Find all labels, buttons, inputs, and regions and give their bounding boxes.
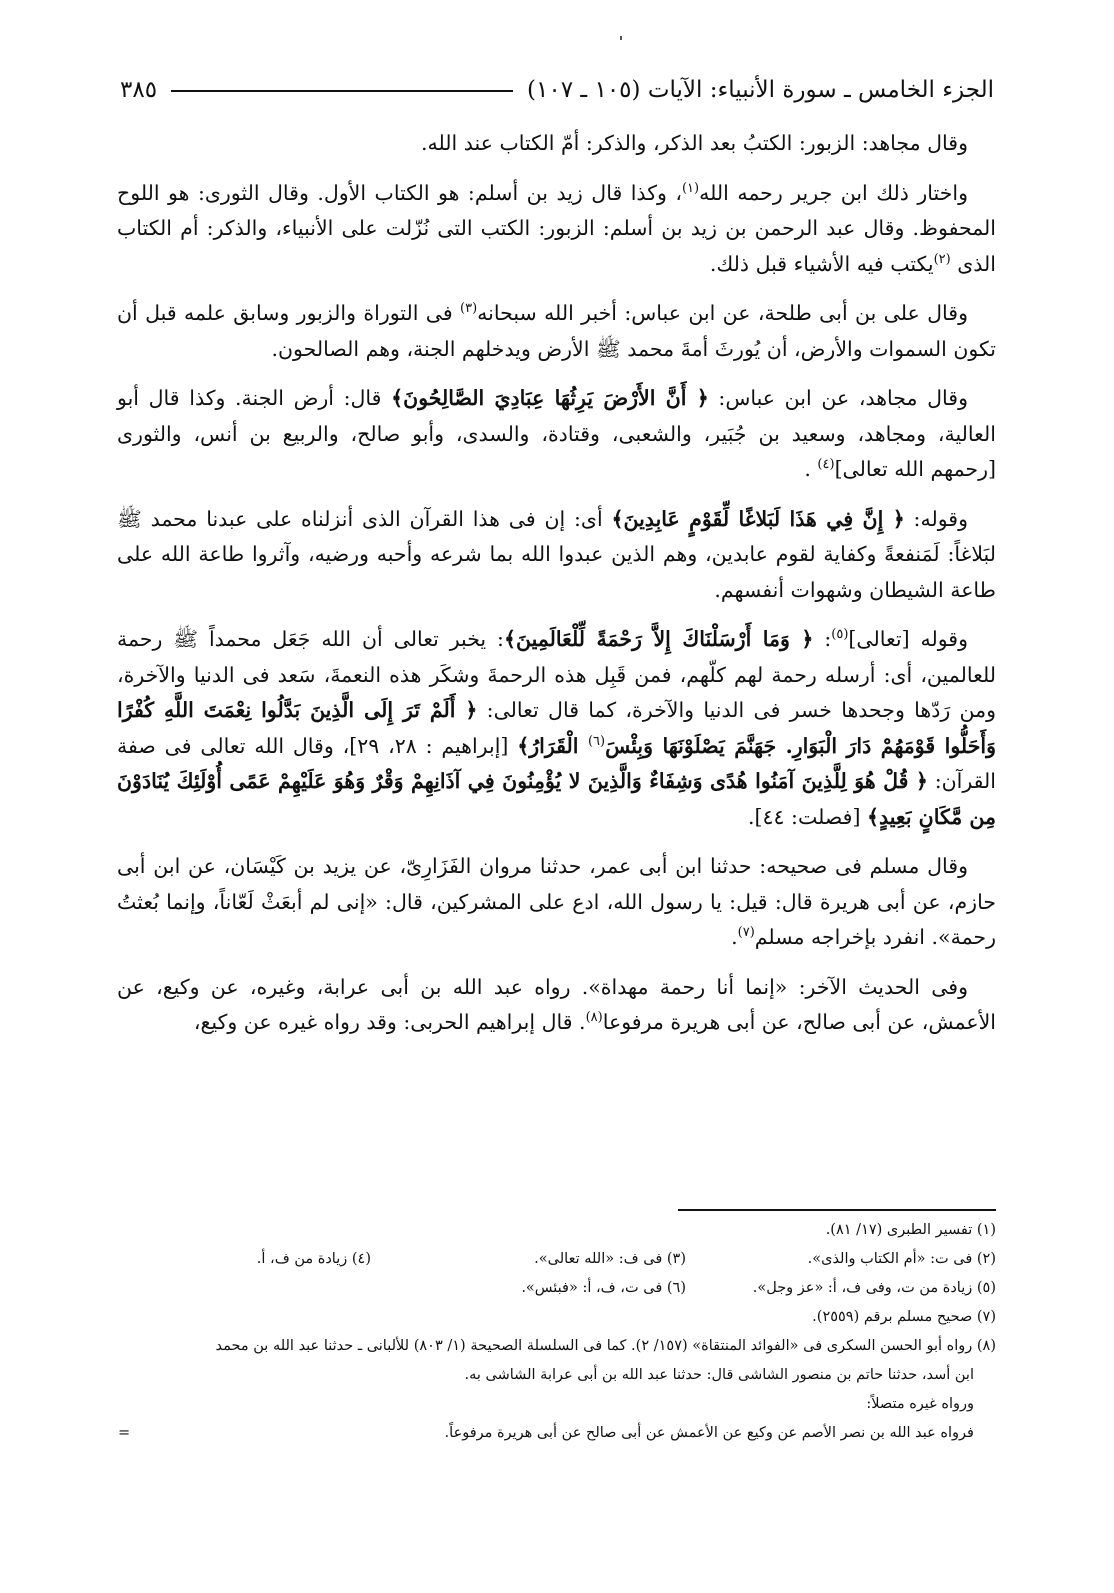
footnote-5: (٥) زيادة من ت، وفى ف، أ: «عز وجل». (752, 1280, 996, 1296)
header-rule (171, 90, 513, 92)
footnote-8-final-row (118, 1419, 996, 1448)
footnote-4: (٤) زيادة من ف، أ. (256, 1251, 371, 1267)
page-number: ٣٨٥ (120, 77, 158, 103)
text-run: قال: أرض الجنة. وكذا قال أبو العالية، ومجاهد، وسعيد بن جُبَير، والشعبى، وقتادة، والسدى، وأبو صالح، والربيع بن أنس، والثورى [رحمهم الله تعالى] (117, 386, 996, 481)
paragraph (117, 502, 996, 609)
text-run: . (731, 925, 738, 949)
paragraph (117, 622, 996, 835)
paragraph (117, 849, 996, 956)
main-text (117, 126, 996, 1055)
footnote-row-2-4 (118, 1245, 996, 1274)
running-header (120, 70, 994, 110)
footnote-separator (678, 1209, 996, 1211)
footnote-7: (٧) صحيح مسلم برقم (٢٥٥٩). (812, 1309, 996, 1325)
quran-verse: الْقَرَارُ﴾ (517, 733, 588, 758)
footnote-1: (١) تفسير الطبرى (١٧/ ٨١). (825, 1222, 996, 1238)
quran-verse: ﴿ إِنَّ فِي هَذَا لَبَلاغًا لِّقَوْمٍ عَابِدِينَ﴾ (611, 506, 905, 531)
paragraph (117, 296, 996, 367)
footnotes (118, 1216, 996, 1448)
quran-verse: ﴿ قُلْ هُوَ لِلَّذِينَ آمَنُوا هُدًى وَشِفَاءٌ وَالَّذِينَ لا يُؤْمِنُونَ فِي آذَانِهِمْ وَقْرٌ وَهُوَ عَلَيْهِمْ عَمًى أُوْلَئِكَ يُنَادَوْنَ مِن مَّكَانٍ بَعِيدٍ﴾ (117, 769, 996, 829)
footnote-ref: (٢) (933, 251, 951, 267)
scan-mark (620, 36, 622, 40)
paragraph (117, 126, 996, 162)
footnote-ref: (٨) (585, 1010, 603, 1026)
footnote-ref: (١) (681, 180, 700, 196)
text-run: : يخبر تعالى أن الله جَعَل محمداً ﷺ رحمة للعالمين، أى: أرسله رحمة لهم كلّهم، فمن قَبِل هذه الرحمةَ وشكَر هذه النعمةَ، سَعد فى الدنيا والآخرة، ومن رَدّها وجحدها خسر فى الدنيا والآخرة، كما قال تعالى: (117, 627, 997, 722)
footnote-2: (٢) فى ت: «أم الكتاب والذى». (807, 1251, 996, 1267)
text-run: وقال مسلم فى صحيحه: حدثنا ابن أبى عمر، حدثنا مروان الفَزَارِىّ، عن يزيد بن كَيْسَان، عن ابن أبى حازم، عن أبى هريرة قال: قيل: يا رسول الله، ادع على المشركين، قال: «إنى لم أبعَثْ لَعّاناً، وإنما بُعثتُ رحمة». انفرد بإخراجه مسلم (117, 854, 996, 949)
text-run: أى: إن فى هذا القرآن الذى أنزلناه على عبدنا محمد ﷺ لبَلاغاً: لَمَنفعةً وكفاية لقوم عابدين، وهم الذين عبدوا الله بما شرعه وأحبه ورضيه، وآثروا طاعة الله على طاعة الشيطان وشهوات أنفسهم. (117, 506, 996, 602)
footnote-3: (٣) فى ف: «الله تعالى». (534, 1251, 686, 1267)
footnote-ref: (٧) (737, 925, 755, 941)
text-run: [إبراهيم : ٢٨، ٢٩]، وقال الله تعالى فى صفة القرآن: (117, 733, 996, 793)
text-run: : (813, 627, 832, 651)
text-run: ، وكذا قال زيد بن أسلم: هو الكتاب الأول. وقال الثورى: هو اللوح المحفوظ. وقال عبد الرحمن بن زيد بن أسلم: الزبور: الكتب التى نُزّلت على الأنبياء، والذكر: أم الكتاب الذى (117, 180, 996, 276)
continuation-mark: = (118, 1425, 131, 1441)
footnote-row-5-6 (118, 1274, 996, 1303)
text-run: وفى الحديث الآخر: «إنما أنا رحمة مهداة». رواه عبد الله بن أبى عرابة، وغيره، عن وكيع، عن الأعمش، عن أبى صالح، عن أبى هريرة مرفوعا (117, 974, 996, 1034)
paragraph (117, 381, 996, 488)
text-run: يكتب فيه الأشياء قبل ذلك. (709, 251, 934, 276)
quran-verse: ﴿ وَمَا أَرْسَلْنَاكَ إِلاَّ رَحْمَةً لِّلْعَالَمِينَ﴾ (503, 627, 814, 651)
footnote-8: (٨) رواه أبو الحسن السكرى فى «الفوائد المنتقاة» (١٥٧/ ٢). كما فى السلسلة الصحيحة (١/ ٨٠٣) للألبانى ـ حدثنا عبد الله بن محمد (215, 1338, 996, 1354)
footnote-ref: (٣) (460, 301, 478, 317)
text-run: واختار ذلك ابن جرير رحمه الله (699, 180, 968, 205)
text-run: وقوله [تعالى] (848, 627, 968, 651)
text-run: وقال مجاهد، عن ابن عباس: (708, 386, 968, 410)
footnote-8-continued: ورواه غيره متصلاً: (866, 1396, 974, 1412)
paragraph (117, 176, 996, 283)
text-run: فى التوراة والزبور وسابق علمه قبل أن تكون السموات والأرض، أن يُورثَ أمةَ محمد ﷺ الأرض ويدخلهم الجنة، وهم الصالحون. (117, 301, 996, 361)
text-run: وقال مجاهد: الزبور: الكتبُ بعد الذكر، والذكر: أمّ الكتاب عند الله. (421, 131, 968, 155)
footnote-ref: (٥) (831, 627, 849, 643)
footnote-8-continued: فرواه عبد الله بن نصر الأصم عن وكيع عن الأعمش عن أبى صالح عن أبى هريرة مرفوعاً. (444, 1425, 974, 1441)
footnote-ref: (٦) (587, 733, 606, 749)
quran-verse: ﴿ أَنَّ الأَرْضَ يَرِثُهَا عِبَادِيَ الصَّالِحُونَ﴾ (391, 386, 709, 410)
text-run: وقوله: (904, 506, 968, 531)
text-run: . (804, 457, 818, 481)
footnote-8-continued: ابن أسد، حدثنا حاتم بن منصور الشاشى قال: حدثنا عبد الله بن أبى عرابة الشاشى به. (464, 1367, 974, 1383)
header-title: الجزء الخامس ـ سورة الأنبياء: الآيات (١٠٥ ـ ١٠٧) (527, 77, 994, 103)
text-run: . قال إبراهيم الحربى: وقد رواه غيره عن وكيع، (193, 1010, 586, 1034)
footnote-ref: (٤) (817, 457, 835, 473)
paragraph (117, 970, 996, 1041)
quran-verse: ﴿ أَلَمْ تَرَ إِلَى الَّذِينَ بَدَّلُوا نِعْمَتَ اللَّهِ كُفْرًا وَأَحَلُّوا قَوْمَهُمْ دَارَ الْبَوَارِ. جَهَنَّمَ يَصْلَوْنَهَا وَبِئْسَ (117, 698, 996, 758)
text-run: وقال على بن أبى طلحة، عن ابن عباس: أخبر الله سبحانه (477, 301, 968, 325)
text-run: [فصلت: ٤٤]. (747, 804, 867, 829)
footnote-6: (٦) فى ت، ف، أ: «فبئس». (521, 1280, 686, 1296)
